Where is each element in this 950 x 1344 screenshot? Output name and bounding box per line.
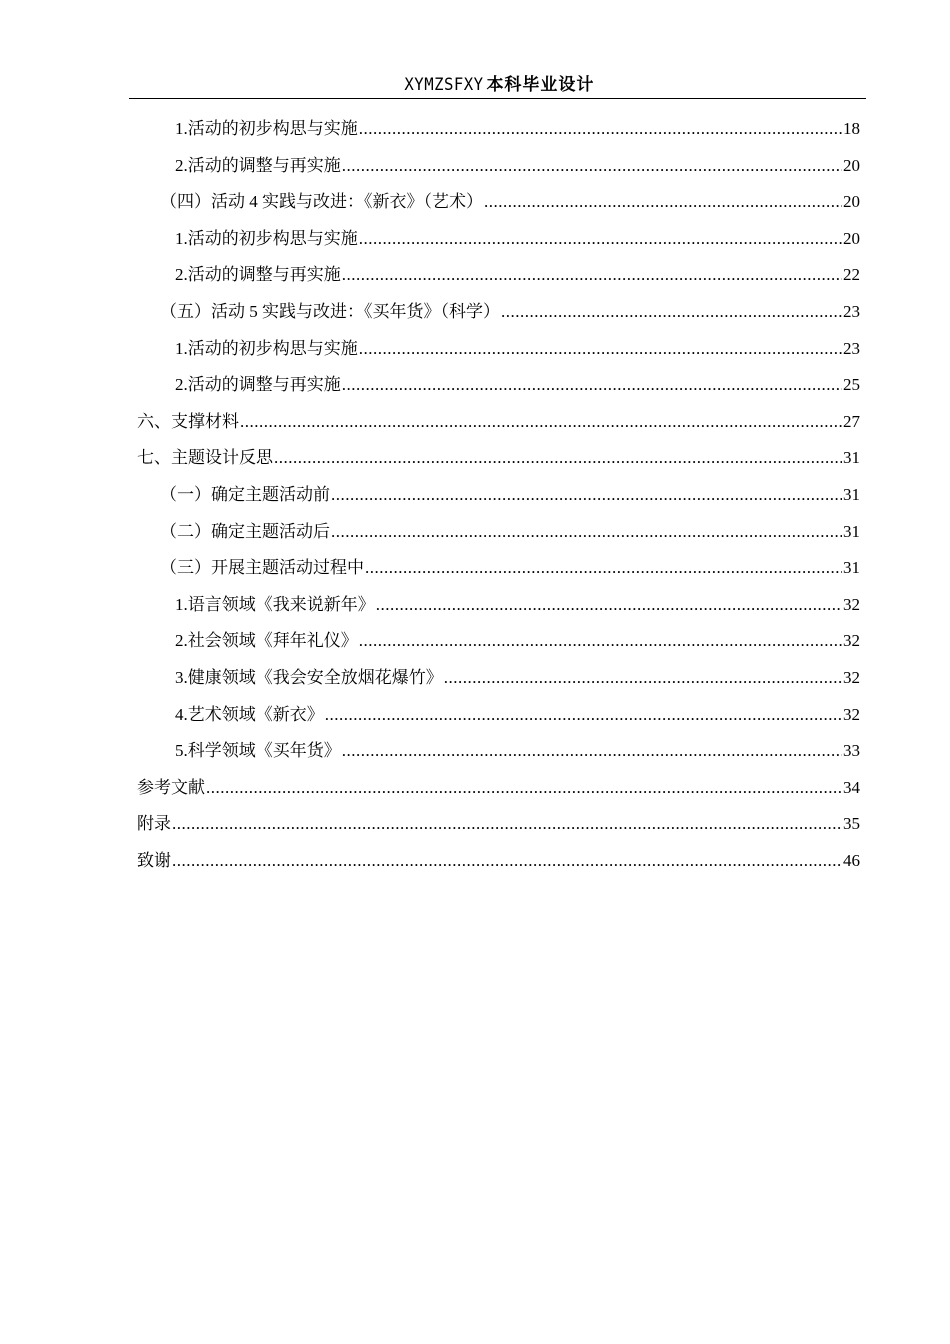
toc-page-number: 18 — [843, 119, 860, 138]
toc-dot-leader — [331, 514, 842, 551]
toc-page-number: 23 — [843, 301, 860, 321]
toc-entry-title: 2.活动的调整与再实施 — [175, 155, 341, 175]
toc-dot-leader — [359, 331, 842, 368]
toc-dot-leader — [359, 623, 842, 660]
toc-entry[interactable] — [137, 587, 860, 624]
toc-entry-title: （二）确定主题活动后 — [160, 521, 330, 541]
toc-entry[interactable] — [137, 148, 860, 185]
toc-entry[interactable] — [137, 294, 860, 331]
toc-entry-title: 4.艺术领域《新衣》 — [175, 704, 324, 724]
toc-dot-leader — [376, 587, 842, 624]
toc-entry[interactable] — [137, 257, 860, 294]
toc-dot-leader — [172, 843, 842, 880]
toc-entry[interactable] — [137, 733, 860, 770]
toc-entry[interactable] — [137, 404, 860, 441]
toc-entry-title: （三）开展主题活动过程中 — [160, 558, 364, 578]
toc-page-number: 23 — [843, 338, 860, 358]
toc-dot-leader — [501, 294, 842, 331]
toc-entry-title: 1.活动的初步构思与实施 — [175, 119, 358, 138]
header-latin: XYMZSFXY — [403, 75, 484, 95]
toc-page-number: 33 — [843, 741, 860, 761]
toc-entry-title: 七、主题设计反思 — [137, 448, 273, 468]
toc-entry-title: （五）活动 5 实践与改进：《买年货》（科学） — [160, 301, 500, 321]
toc-entry-title: 1.活动的初步构思与实施 — [175, 228, 358, 248]
toc-entry-title: 5.科学领域《买年货》 — [175, 741, 341, 761]
header-title — [401, 74, 595, 97]
toc-dot-leader — [365, 550, 842, 587]
toc-page-number: 20 — [843, 192, 860, 212]
toc-dot-leader — [172, 806, 842, 843]
toc-entry[interactable] — [137, 806, 860, 843]
toc-dot-leader — [240, 404, 842, 441]
toc-page-number: 20 — [843, 228, 860, 248]
toc-entry[interactable] — [137, 843, 860, 880]
toc-page-number: 46 — [843, 850, 860, 870]
toc-entry-title: （四）活动 4 实践与改进：《新衣》（艺术） — [160, 192, 483, 212]
toc-dot-leader — [342, 733, 842, 770]
toc-entry-title: （一）确定主题活动前 — [160, 484, 330, 504]
toc-entry[interactable] — [137, 770, 860, 807]
toc-page-number: 32 — [843, 704, 860, 724]
toc-entry[interactable] — [137, 440, 860, 477]
toc-entry[interactable] — [137, 331, 860, 368]
toc-dot-leader — [342, 148, 842, 185]
table-of-contents — [137, 111, 860, 879]
toc-dot-leader — [359, 221, 842, 258]
toc-entry[interactable] — [137, 367, 860, 404]
toc-entry[interactable] — [137, 184, 860, 221]
toc-entry[interactable] — [137, 514, 860, 551]
toc-dot-leader — [342, 367, 842, 404]
toc-page-number: 32 — [843, 631, 860, 651]
toc-entry[interactable] — [137, 221, 860, 258]
toc-entry-title: 2.活动的调整与再实施 — [175, 375, 341, 395]
toc-page-number: 31 — [843, 448, 860, 468]
toc-entry-title: 2.社会领域《拜年礼仪》 — [175, 631, 358, 651]
toc-dot-leader — [444, 660, 842, 697]
toc-page-number: 32 — [843, 594, 860, 614]
toc-dot-leader — [359, 111, 842, 148]
toc-page-number: 35 — [843, 814, 860, 834]
toc-page-number: 32 — [843, 667, 860, 687]
toc-entry-title: 六、支撑材料 — [137, 411, 239, 431]
toc-entry[interactable] — [137, 660, 860, 697]
toc-page-number: 31 — [843, 521, 860, 541]
toc-entry[interactable] — [137, 623, 860, 660]
toc-page-number: 25 — [843, 375, 860, 395]
toc-page-number: 27 — [843, 411, 860, 431]
toc-page-number: 20 — [843, 155, 860, 175]
toc-entry-title: 1.语言领域《我来说新年》 — [175, 594, 375, 614]
toc-entry-title: 2.活动的调整与再实施 — [175, 265, 341, 285]
toc-entry[interactable] — [137, 697, 860, 734]
toc-entry-title: 参考文献 — [137, 777, 205, 797]
toc-page-number: 22 — [843, 265, 860, 285]
toc-dot-leader — [331, 477, 842, 514]
toc-entry[interactable] — [137, 477, 860, 514]
toc-page-number: 34 — [843, 777, 860, 797]
toc-dot-leader — [342, 257, 842, 294]
toc-entry[interactable] — [137, 550, 860, 587]
toc-dot-leader — [325, 697, 842, 734]
toc-entry[interactable] — [137, 111, 860, 148]
toc-entry-title: 3.健康领域《我会安全放烟花爆竹》 — [175, 667, 443, 687]
toc-page-number: 31 — [843, 558, 860, 578]
toc-entry-title: 附录 — [137, 814, 171, 834]
toc-dot-leader — [274, 440, 842, 477]
page-header — [129, 74, 866, 99]
toc-dot-leader — [484, 184, 842, 221]
toc-entry-title: 1.活动的初步构思与实施 — [175, 338, 358, 358]
header-cjk: 本科毕业设计 — [486, 75, 595, 95]
toc-page-number: 31 — [843, 484, 860, 504]
toc-entry-title: 致谢 — [137, 850, 171, 870]
toc-dot-leader — [206, 770, 842, 807]
